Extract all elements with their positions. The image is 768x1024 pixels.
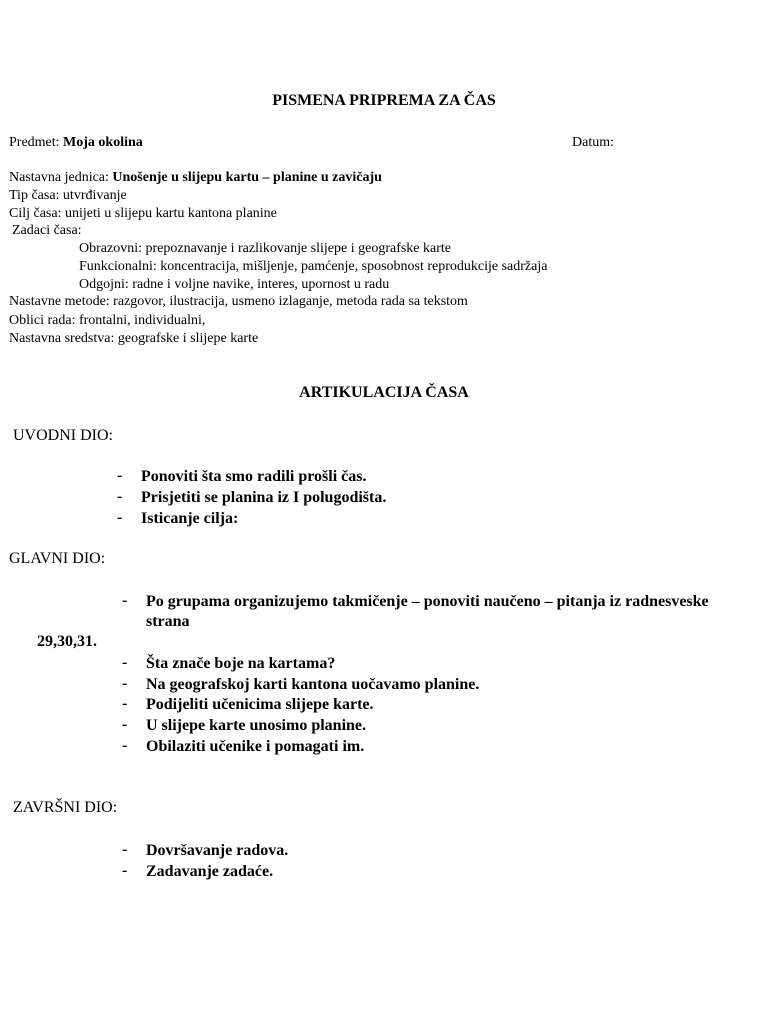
page-numbers: 29,30,31. (37, 633, 97, 650)
oblici-rada: Oblici rada: frontalni, individualni, (9, 313, 206, 328)
list-item: Isticanje cilja: (141, 510, 239, 527)
glavni-heading: GLAVNI DIO: (9, 550, 106, 567)
list-item: Zadavanje zadaće. (146, 863, 274, 880)
zadaci-casa: Zadaci časa: (12, 223, 82, 238)
list-item: Ponoviti šta smo radili prošli čas. (141, 468, 367, 485)
artikulacija-title: ARTIKULACIJA ČASA (299, 384, 469, 401)
nastavna-jedinica-line (9, 169, 382, 187)
bullet: - (122, 862, 128, 879)
jedinica-label: Nastavna jednica: (9, 170, 109, 185)
tip-casa: Tip časa: utvrđivanje (9, 188, 127, 203)
page-title: PISMENA PRIPREMA ZA ČAS (272, 92, 496, 109)
bullet: - (117, 509, 123, 526)
predmet-label: Predmet: (9, 135, 60, 150)
list-item: Šta znače boje na kartama? (146, 655, 336, 672)
nastavne-metode: Nastavne metode: razgovor, ilustracija, usmeno izlaganje, metoda rada sa tekstom (9, 294, 468, 309)
bullet: - (122, 716, 128, 733)
datum-label: Datum: (572, 135, 614, 150)
list-item: U slijepe karte unosimo planine. (146, 717, 367, 734)
list-item-continuation: strana (146, 613, 190, 630)
list-item: Na geografskoj karti kantona uočavamo planine. (146, 676, 480, 693)
list-item: Podijeliti učenicima slijepe karte. (146, 696, 374, 713)
list-item: Dovršavanje radova. (146, 842, 289, 859)
jedinica-value: Unošenje u slijepu kartu – planine u zavičaju (112, 170, 382, 185)
bullet: - (117, 488, 123, 505)
zavrsni-heading: ZAVRŠNI DIO: (13, 799, 118, 816)
bullet: - (122, 695, 128, 712)
zadatak-odgojni: Odgojni: radne i voljne navike, interes, upornost u radu (79, 277, 390, 292)
bullet: - (122, 737, 128, 754)
zadatak-funkcionalni: Funkcionalni: koncentracija, mišljenje, pamćenje, sposobnost reprodukcije sadržaja (79, 259, 548, 274)
list-item: Obilaziti učenike i pomagati im. (146, 738, 365, 755)
nastavna-sredstva: Nastavna sredstva: geografske i slijepe karte (9, 331, 259, 346)
list-item: Po grupama organizujemo takmičenje – ponoviti naučeno – pitanja iz radnesveske (146, 593, 709, 610)
bullet: - (122, 675, 128, 692)
predmet-value: Moja okolina (63, 135, 143, 150)
cilj-casa: Cilj časa: unijeti u slijepu kartu kantona planine (9, 206, 277, 221)
zadatak-obrazovni: Obrazovni: prepoznavanje i razlikovanje slijepe i geografske karte (79, 241, 452, 256)
list-item: Prisjetiti se planina iz I polugodišta. (141, 489, 387, 506)
bullet: - (117, 467, 123, 484)
bullet: - (122, 592, 128, 609)
bullet: - (122, 841, 128, 858)
predmet-line (9, 134, 143, 152)
uvodni-heading: UVODNI DIO: (13, 427, 113, 444)
bullet: - (122, 654, 128, 671)
